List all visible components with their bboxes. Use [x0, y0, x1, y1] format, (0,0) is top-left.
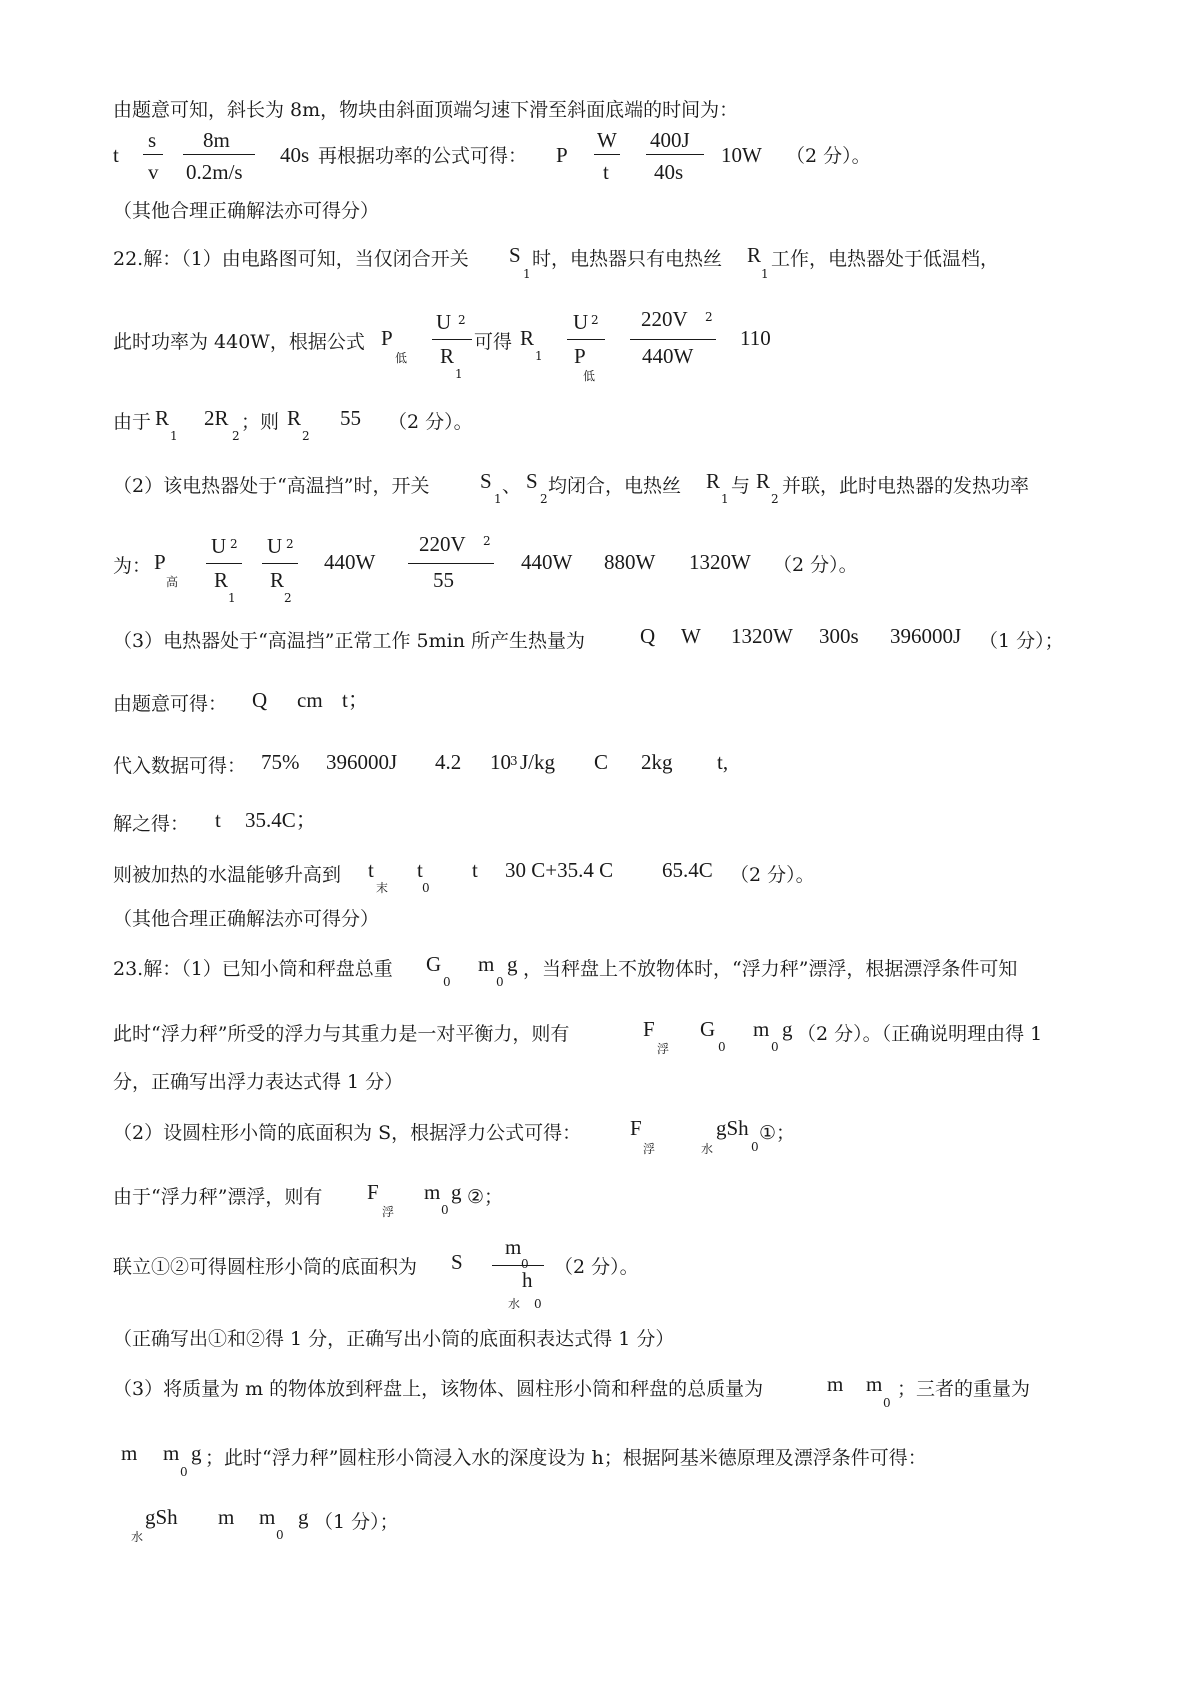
text: 由题意可得：	[113, 693, 228, 715]
subscript: 浮	[382, 1205, 395, 1219]
math-R: R	[440, 344, 455, 368]
subscript: 1	[494, 492, 502, 506]
text: 由于“浮力秤”漂浮，则有	[113, 1186, 323, 1208]
math-440W: 440W	[642, 344, 694, 368]
math-2kg: 2kg	[641, 750, 673, 774]
math-S: S	[480, 469, 492, 493]
text: （2）该电热器处于“高温挡”时，开关	[113, 475, 430, 497]
math-Q: Q	[252, 688, 268, 712]
math-2R: 2R	[204, 406, 229, 430]
superscript: 3	[510, 754, 518, 768]
subscript: 0	[521, 1257, 529, 1271]
math-1320W: 1320W	[689, 550, 751, 574]
math-R: R	[756, 469, 771, 493]
math-55: 55	[433, 568, 454, 592]
subscript: 0	[496, 975, 504, 989]
subscript: 0	[276, 1528, 284, 1542]
math-v: v	[148, 160, 159, 184]
subscript: 0	[443, 975, 451, 989]
math-g: g	[298, 1505, 309, 1529]
subscript: 浮	[643, 1142, 656, 1156]
math-m: m	[424, 1180, 441, 1204]
math-220V: 220V	[419, 532, 466, 556]
subscript: 1	[721, 492, 729, 506]
math-Q: Q	[640, 624, 656, 648]
subscript: 2	[771, 492, 779, 506]
subscript: 0	[751, 1140, 759, 1154]
text: ；此时“浮力秤”圆柱形小筒浸入水的深度设为 h；根据阿基米德原理及漂浮条件可得：	[205, 1447, 927, 1469]
math-R: R	[287, 406, 302, 430]
text: 均闭合，电热丝	[548, 475, 682, 497]
math-t: t	[603, 160, 609, 184]
math-t: t,	[717, 750, 729, 774]
text: 解之得：	[113, 813, 190, 835]
fraction-bar	[594, 154, 620, 155]
subscript: 低	[583, 369, 596, 383]
math-m: m	[478, 952, 495, 976]
math-8m: 8m	[203, 128, 230, 152]
math-P: P	[381, 326, 393, 350]
math-S: S	[526, 469, 538, 493]
math-300s: 300s	[819, 624, 859, 648]
text: 分，正确写出浮力表达式得 1 分）	[113, 1071, 404, 1093]
math-speed: 0.2m/s	[186, 160, 243, 184]
text-line: 由题意可知，斜长为 8m，物块由斜面顶端匀速下滑至斜面底端的时间为：	[113, 99, 739, 121]
math-S: S	[509, 243, 521, 267]
math-1320W: 1320W	[731, 624, 793, 648]
score: （2 分）。	[730, 864, 815, 886]
math-unit: J/kg	[520, 750, 556, 774]
text: 此时功率为 440W，根据公式	[113, 331, 365, 353]
text: 代入数据可得：	[113, 755, 247, 777]
math-m: m	[163, 1441, 180, 1465]
math-m: m	[866, 1372, 883, 1396]
math-4.2: 4.2	[435, 750, 462, 774]
subscript: 水	[508, 1297, 521, 1311]
text: 为：	[113, 555, 152, 577]
math-U: U	[211, 534, 227, 558]
subscript: 1	[170, 429, 178, 443]
math-40s: 40s	[654, 160, 684, 184]
subscript: 0	[441, 1203, 449, 1217]
math-h: h	[522, 1268, 533, 1292]
math-t: t	[113, 143, 119, 167]
math-result: 65.4C	[662, 858, 713, 882]
score: （2 分）。（正确说明理由得 1	[797, 1023, 1043, 1045]
math-t: t	[417, 858, 423, 882]
text: 联立①②可得圆柱形小筒的底面积为	[113, 1256, 418, 1278]
math-t: t	[215, 808, 221, 832]
math-W: W	[597, 128, 617, 152]
subscript: 水	[131, 1530, 144, 1544]
superscript: 2	[483, 534, 491, 548]
math-g: g	[451, 1180, 462, 1204]
text: 可得	[474, 331, 513, 353]
subscript: 0	[180, 1465, 188, 1479]
math-gSh: gSh	[145, 1505, 178, 1529]
math-m: m	[218, 1505, 235, 1529]
fraction-bar	[183, 154, 255, 155]
text: 则被加热的水温能够升高到	[113, 864, 342, 886]
score: （2 分）。	[388, 411, 473, 433]
math-P: P	[574, 344, 586, 368]
text: 并联，此时电热器的发热功率	[782, 475, 1030, 497]
subscript: 1	[523, 267, 531, 281]
math-g: g	[507, 952, 518, 976]
subscript: 0	[534, 1297, 542, 1311]
math-R: R	[747, 243, 762, 267]
score: （2 分）。	[786, 145, 871, 167]
math-U: U	[267, 534, 283, 558]
text: 与	[731, 475, 751, 497]
text: 再根据功率的公式可得：	[318, 145, 528, 167]
math-S: S	[451, 1250, 463, 1274]
math-m: m	[121, 1441, 138, 1465]
text: ①；	[759, 1122, 796, 1144]
math-396000J: 396000J	[326, 750, 398, 774]
math-55: 55	[340, 406, 361, 430]
superscript: 2	[591, 313, 599, 327]
text: （2）设圆柱形小筒的底面积为 S，根据浮力公式可得：	[113, 1122, 582, 1144]
text: 工作，电热器处于低温档，	[771, 248, 1000, 270]
math-75: 75%	[261, 750, 300, 774]
math-W: W	[681, 624, 701, 648]
math-G: G	[700, 1017, 716, 1041]
note: （其他合理正确解法亦可得分）	[113, 200, 380, 222]
text: 时，电热器只有电热丝	[532, 248, 723, 270]
math-m: m	[505, 1235, 522, 1259]
math-P: P	[556, 143, 568, 167]
score: （1 分）；	[979, 630, 1064, 652]
subscript: 0	[883, 1396, 891, 1410]
subscript: 0	[718, 1040, 726, 1054]
math-m: m	[753, 1017, 770, 1041]
fraction-bar	[646, 154, 704, 155]
math-t: t；	[342, 688, 369, 712]
text: ；则	[241, 411, 280, 433]
superscript: 2	[458, 313, 466, 327]
math-440W: 440W	[324, 550, 376, 574]
subscript: 0	[422, 881, 430, 895]
subscript: 末	[376, 881, 389, 895]
fraction-bar	[630, 339, 716, 340]
math-P: P	[154, 550, 166, 574]
fraction-bar	[408, 563, 494, 564]
math-400J: 400J	[650, 128, 690, 152]
math-G: G	[426, 952, 442, 976]
math-cm: cm	[297, 688, 323, 712]
math-g: g	[782, 1017, 793, 1041]
score: （2 分）。	[554, 1256, 639, 1278]
question-23: 23.解：（1）已知小筒和秤盘总重	[113, 958, 393, 980]
math-110: 110	[740, 326, 771, 350]
math-t: t	[472, 858, 478, 882]
subscript: 高	[166, 575, 179, 589]
note: （其他合理正确解法亦可得分）	[113, 908, 380, 930]
math-C: C	[594, 750, 609, 774]
subscript: 1	[535, 349, 543, 363]
subscript: 0	[771, 1040, 779, 1054]
math-10: 10	[490, 750, 511, 774]
score: （1 分）；	[314, 1511, 399, 1533]
fraction-bar	[143, 154, 163, 155]
math-F: F	[630, 1116, 642, 1140]
fraction-bar	[262, 563, 298, 564]
text: 由于	[113, 411, 152, 433]
math-gSh: gSh	[716, 1116, 749, 1140]
fraction-bar	[567, 339, 605, 340]
subscript: 1	[228, 591, 236, 605]
text: （3）将质量为 m 的物体放到秤盘上，该物体、圆柱形小筒和秤盘的总质量为	[113, 1378, 764, 1400]
subscript: 2	[540, 492, 548, 506]
subscript: 低	[395, 351, 408, 365]
math-440W: 440W	[521, 550, 573, 574]
math-396000J: 396000J	[890, 624, 962, 648]
subscript: 1	[455, 367, 463, 381]
math-R: R	[706, 469, 721, 493]
math-R: R	[520, 326, 535, 350]
math-R: R	[270, 568, 285, 592]
text: （正确写出①和②得 1 分，正确写出小筒的底面积表达式得 1 分）	[113, 1328, 675, 1350]
math-s: s	[148, 128, 157, 152]
fraction-bar	[206, 563, 242, 564]
math-R: R	[155, 406, 170, 430]
subscript: 浮	[657, 1042, 670, 1056]
text: 此时“浮力秤”所受的浮力与其重力是一对平衡力，则有	[113, 1023, 570, 1045]
score: （2 分）。	[773, 554, 858, 576]
math-220V: 220V	[641, 307, 688, 331]
text: （3）电热器处于“高温挡”正常工作 5min 所产生热量为	[113, 630, 586, 652]
subscript: 水	[701, 1142, 714, 1156]
math-F: F	[643, 1017, 655, 1041]
text: ②；	[467, 1186, 504, 1208]
superscript: 2	[286, 537, 294, 551]
subscript: 2	[232, 429, 240, 443]
question-22: 22.解：（1）由电路图可知，当仅闭合开关	[113, 248, 469, 270]
math-U: U	[436, 310, 452, 334]
math-10W: 10W	[721, 143, 762, 167]
superscript: 2	[705, 310, 713, 324]
text: 、	[502, 475, 522, 497]
math-R: R	[214, 568, 229, 592]
math-880W: 880W	[604, 550, 656, 574]
math-t: t	[368, 858, 374, 882]
superscript: 2	[230, 537, 238, 551]
subscript: 2	[284, 591, 292, 605]
math-m: m	[827, 1372, 844, 1396]
math-g: g	[191, 1441, 202, 1465]
fraction-bar	[432, 339, 472, 340]
subscript: 1	[761, 267, 769, 281]
math-40s: 40s	[280, 143, 310, 167]
math-value: 35.4C；	[245, 808, 317, 832]
math-expr: 30 C+35.4 C	[505, 858, 614, 882]
fraction-bar	[492, 1265, 544, 1266]
subscript: 2	[302, 429, 310, 443]
text: ；三者的重量为	[897, 1378, 1031, 1400]
math-m: m	[259, 1505, 276, 1529]
math-U: U	[573, 310, 589, 334]
math-F: F	[367, 1180, 379, 1204]
text: ，当秤盘上不放物体时，“浮力秤”漂浮，根据漂浮条件可知	[523, 958, 1018, 980]
